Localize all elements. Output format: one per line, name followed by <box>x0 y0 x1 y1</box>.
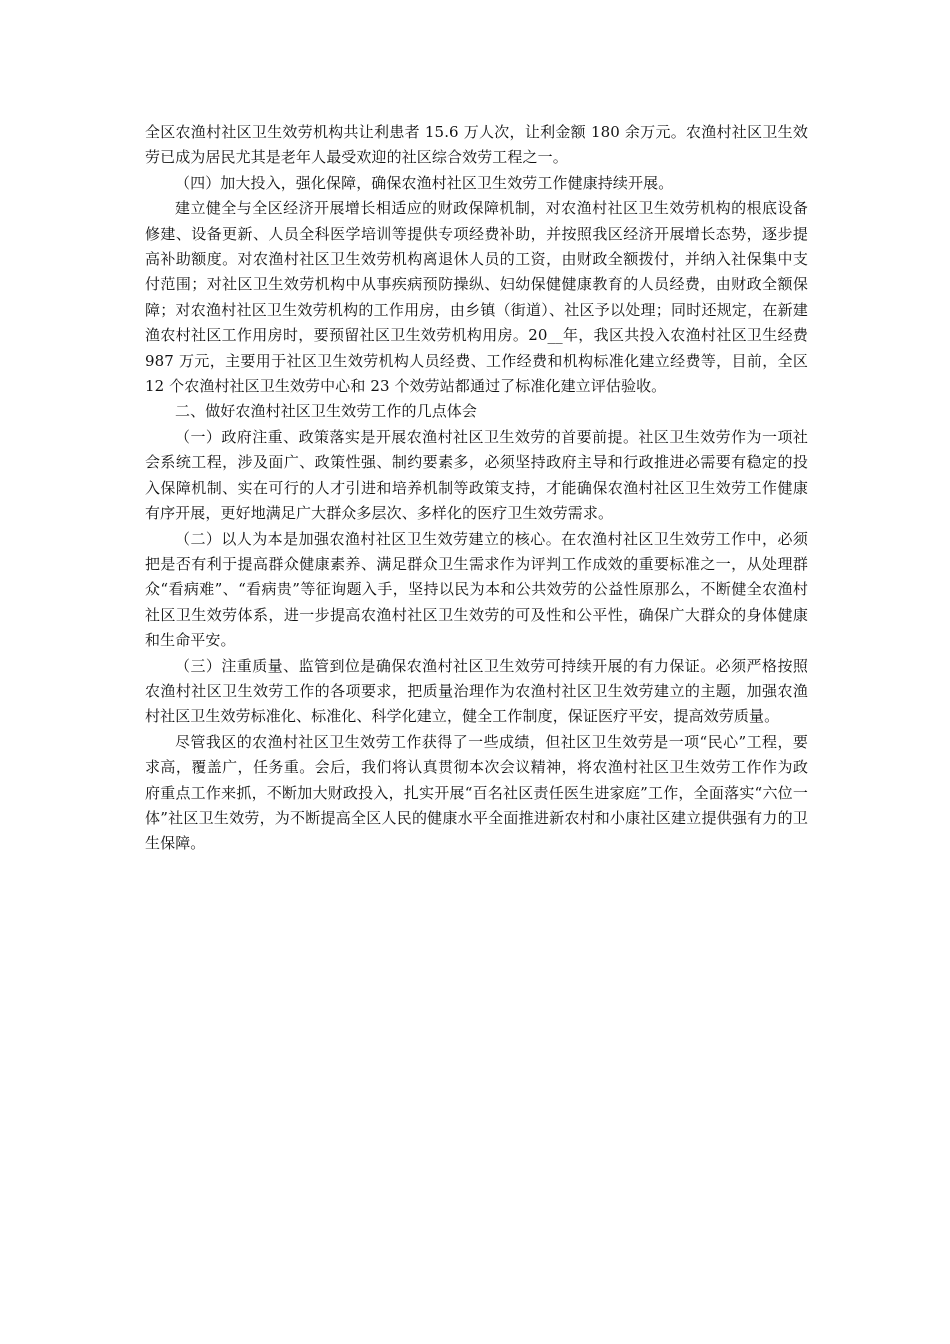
section-heading-2: 二、做好农渔村社区卫生效劳工作的几点体会 <box>175 402 478 421</box>
paragraph-funding: 建立健全与全区经济开展增长相适应的财政保障机制，对农渔村社区卫生效劳机构的根底设备修建、设备更新、人员全科医学培训等提供专项经费补助，并按照我区经济开展增长态势，逐步提高补助额度。对农渔村社区卫生效劳机构离退休人员的工资，由财政全额拨付，并纳入社保集中支付范围；对社区卫生效劳机构中从事疾病预防操纵、妇幼保健健康教育的人员经费，由财政全额保障；对农渔村社区卫生效劳机构的工作用房，由乡镇（街道）、社区予以处理；同时还规定，在新建渔农村社区工作用房时，要预留社区卫生效劳机构用房。20__年，我区共投入农渔村社区卫生经费 987 万元，主要用于社区卫生效劳机构人员经费、工作经费和机构标准化建立经费等，目前，全区 12 个农渔村社区卫生效劳中心和 23 个效劳站都通过了标准化建立评估验收。 <box>145 199 808 396</box>
section-heading-4: （四）加大投入，强化保障，确保农渔村社区卫生效劳工作健康持续开展。 <box>175 173 674 192</box>
paragraph-continuation: 全区农渔村社区卫生效劳机构共让利患者 15.6 万人次，让利金额 180 余万元。农渔村社区卫生效劳已成为居民尤其是老年人最受欢迎的社区综合效劳工程之一。 <box>145 123 808 167</box>
document-body <box>145 120 808 857</box>
paragraph-conclusion: 尽管我区的农渔村社区卫生效劳工作获得了一些成绩，但社区卫生效劳是一项“民心”工程，要求高，覆盖广，任务重。会后，我们将认真贯彻本次会议精神，将农渔村社区卫生效劳工作作为政府重点工作来抓，不断加大财政投入，扎实开展“百名社区责任医生进家庭”工作，全面落实“六位一体”社区卫生效劳，为不断提高全区人民的健康水平全面推进新农村和小康社区建立提供强有力的卫生保障。 <box>145 732 808 853</box>
paragraph-experience-3: （三）注重质量、监管到位是确保农渔村社区卫生效劳可持续开展的有力保证。必须严格按照农渔村社区卫生效劳工作的各项要求，把质量治理作为农渔村社区卫生效劳建立的主题，加强农渔村社区卫生效劳标准化、标准化、科学化建立，健全工作制度，保证医疗平安，提高效劳质量。 <box>145 656 808 726</box>
paragraph-experience-2: （二）以人为本是加强农渔村社区卫生效劳建立的核心。在农渔村社区卫生效劳工作中，必须把是否有利于提高群众健康素养、满足群众卫生需求作为评判工作成效的重要标准之一，从处理群众“看病难”、“看病贵”等征询题入手，坚持以民为本和公共效劳的公益性原那么，不断健全农渔村社区卫生效劳体系，进一步提高农渔村社区卫生效劳的可及性和公平性，确保广大群众的身体健康和生命平安。 <box>145 529 808 650</box>
paragraph-experience-1: （一）政府注重、政策落实是开展农渔村社区卫生效劳的首要前提。社区卫生效劳作为一项社会系统工程，涉及面广、政策性强、制约要素多，必须坚持政府主导和行政推进必需要有稳定的投入保障机制、实在可行的人才引进和培养机制等政策支持，才能确保农渔村社区卫生效劳工作健康有序开展，更好地满足广大群众多层次、多样化的医疗卫生效劳需求。 <box>145 427 808 523</box>
